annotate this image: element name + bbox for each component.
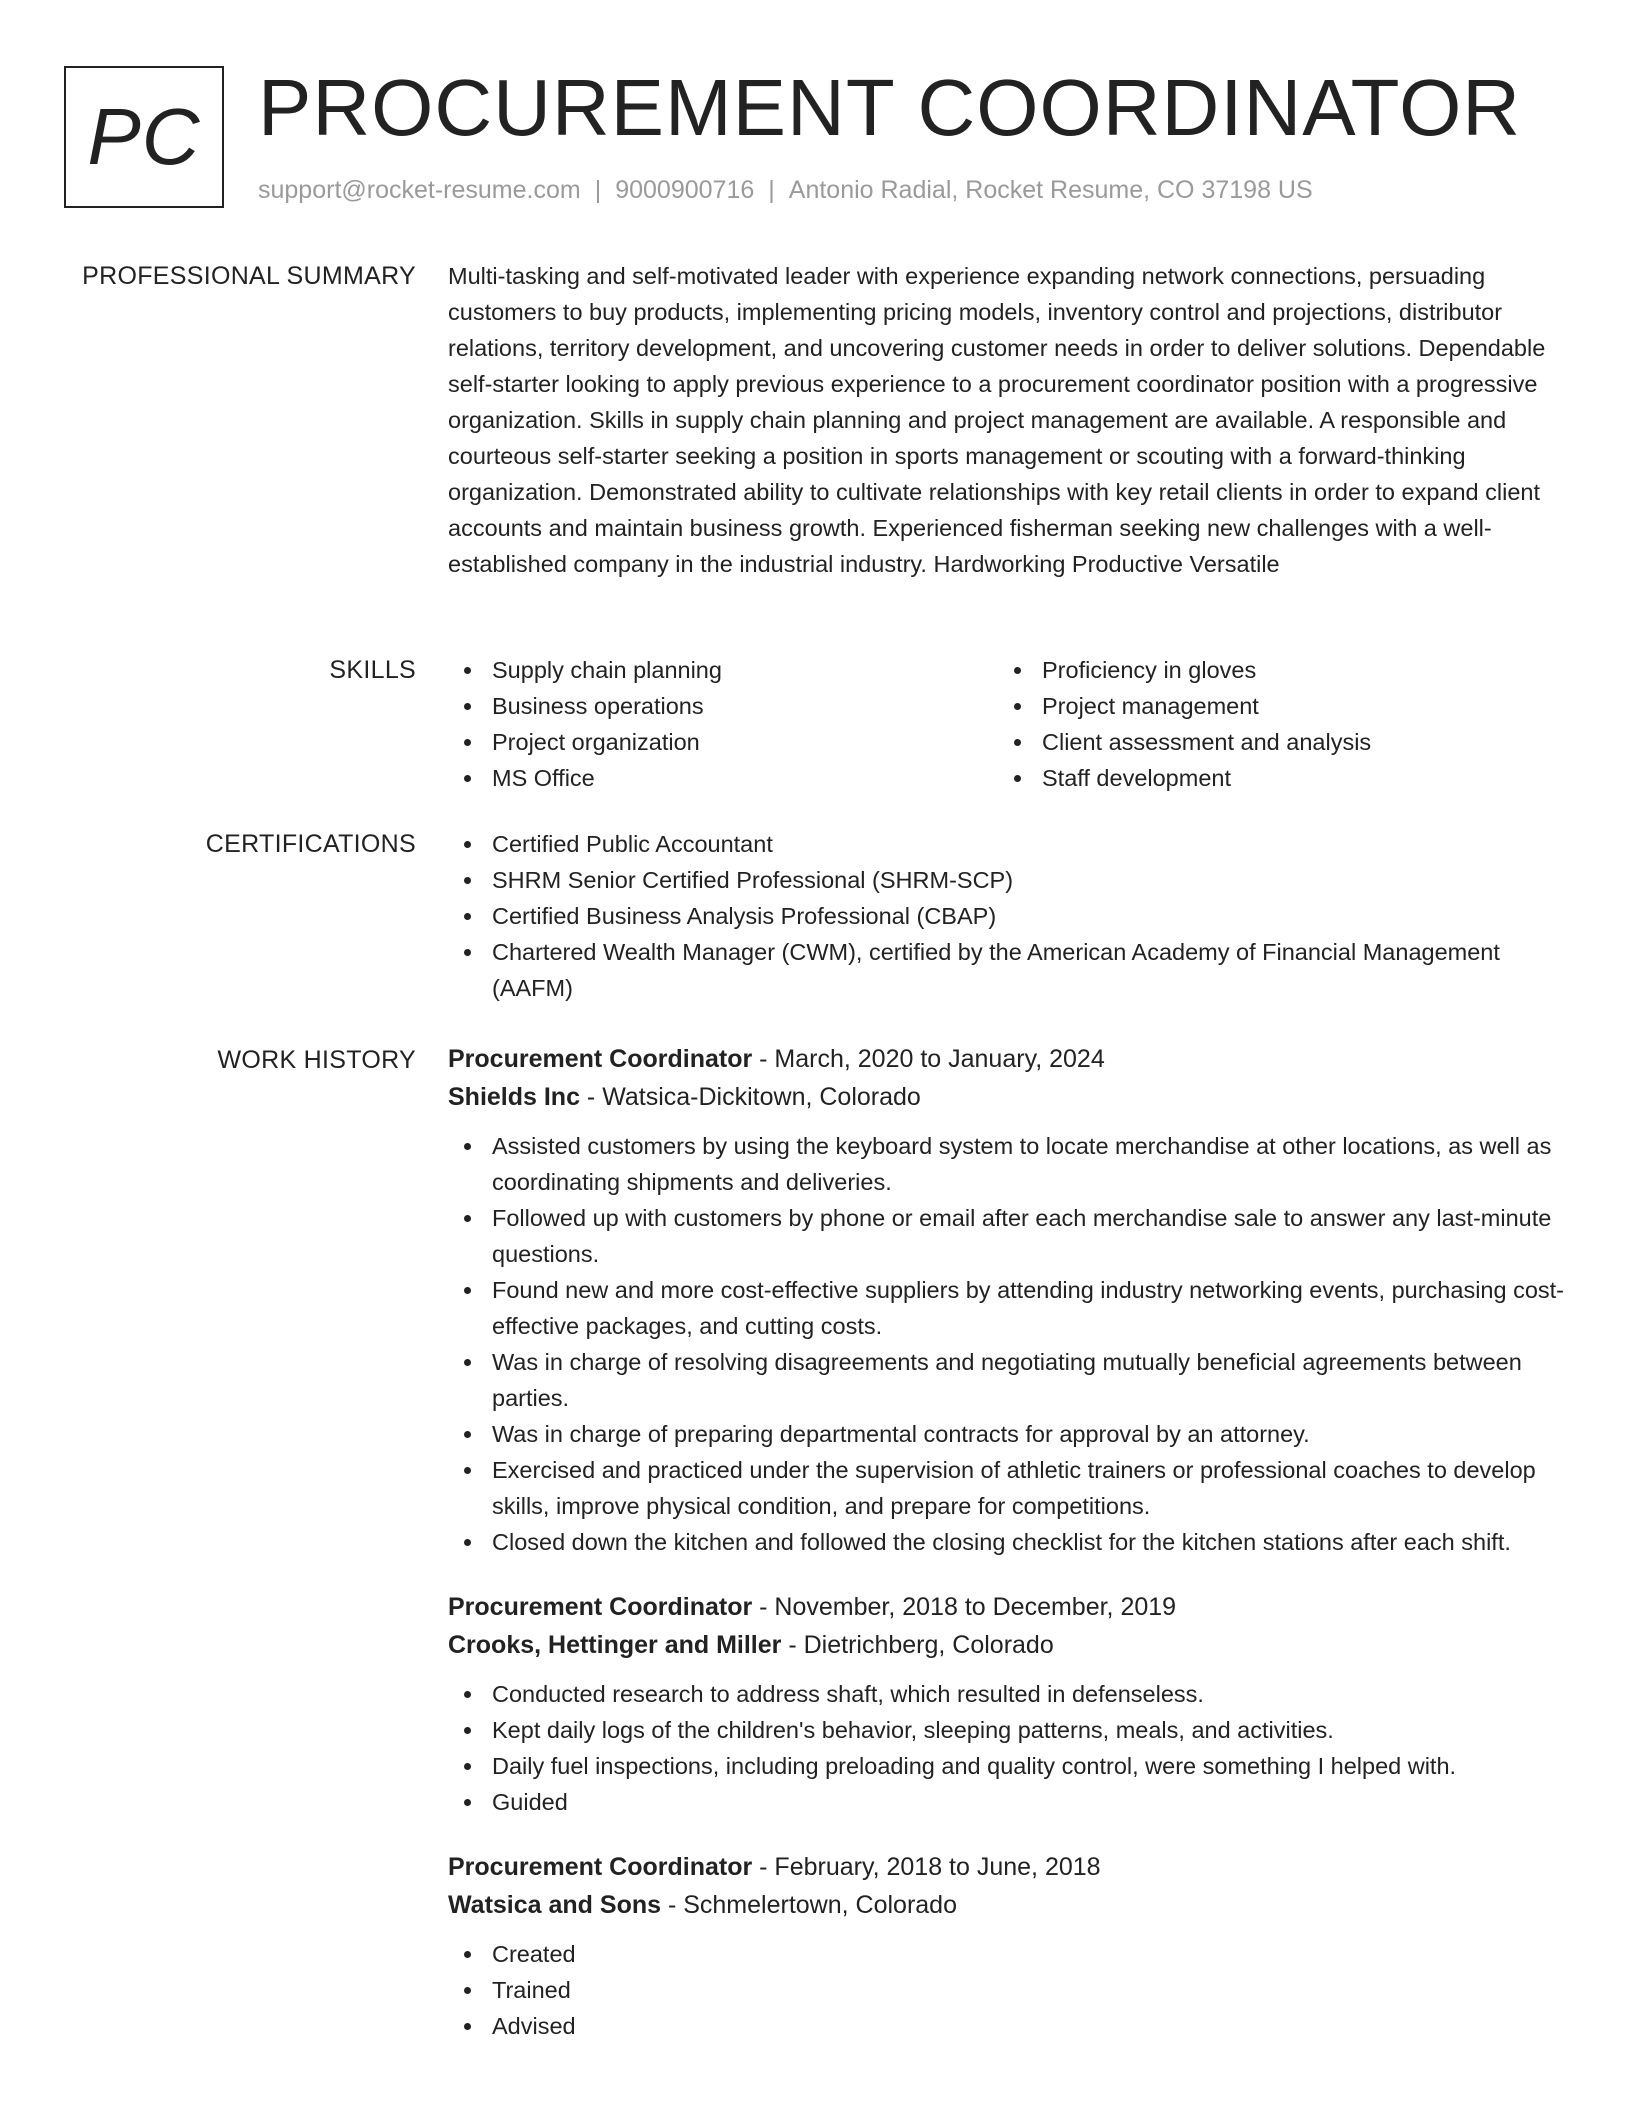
- list-item: Assisted customers by using the keyboard system to locate merchandise at other locations, as well as coordinating shipments and deliveries.: [448, 1128, 1572, 1200]
- section-heading-summary: PROFESSIONAL SUMMARY: [82, 262, 416, 290]
- list-item: Was in charge of preparing departmental contracts for approval by an attorney.: [448, 1416, 1572, 1452]
- job-bullets: [448, 1128, 1572, 1560]
- contact-separator: |: [594, 176, 602, 204]
- list-item: Business operations: [448, 688, 998, 724]
- job-dates: - March, 2020 to January, 2024: [752, 1045, 1105, 1073]
- job-company: Shields Inc: [448, 1083, 580, 1111]
- list-item: Advised: [448, 2008, 1572, 2044]
- list-item: Conducted research to address shaft, which resulted in defenseless.: [448, 1676, 1572, 1712]
- list-item: Client assessment and analysis: [998, 724, 1548, 760]
- contact-address: Antonio Radial, Rocket Resume, CO 37198 US: [788, 176, 1313, 204]
- section-heading-work-history: WORK HISTORY: [217, 1046, 416, 1074]
- job-heading: [448, 1040, 1572, 1078]
- job-heading: [448, 1588, 1572, 1626]
- job-bullets: [448, 1936, 1572, 2044]
- job-company-line: [448, 1626, 1572, 1664]
- job-location: - Watsica-Dickitown, Colorado: [579, 1083, 921, 1111]
- skills-list-right: [998, 652, 1548, 796]
- job-entry: [448, 1040, 1572, 1560]
- job-heading: [448, 1848, 1572, 1886]
- skills-columns: [448, 652, 1572, 796]
- job-company-line: [448, 1078, 1572, 1116]
- list-item: Found new and more cost-effective suppliers by attending industry networking events, purchasing cost-effective packages, and cutting costs.: [448, 1272, 1572, 1344]
- section-heading-skills: SKILLS: [329, 656, 416, 684]
- list-item: Certified Public Accountant: [448, 826, 1572, 862]
- job-dates: - November, 2018 to December, 2019: [752, 1593, 1177, 1621]
- job-company: Crooks, Hettinger and Miller: [448, 1631, 782, 1659]
- list-item: Closed down the kitchen and followed the closing checklist for the kitchen stations after each shift.: [448, 1524, 1572, 1560]
- job-entry: [448, 1848, 1572, 2044]
- list-item: Exercised and practiced under the supervision of athletic trainers or professional coaches to develop skills, improve physical condition, and prepare for competitions.: [448, 1452, 1572, 1524]
- certifications-body: [448, 826, 1572, 1006]
- list-item: Proficiency in gloves: [998, 652, 1548, 688]
- contact-email[interactable]: support@rocket-resume.com: [258, 176, 581, 204]
- list-item: MS Office: [448, 760, 998, 796]
- list-item: Daily fuel inspections, including preloading and quality control, were something I helped with.: [448, 1748, 1572, 1784]
- skills-list-left: [448, 652, 998, 796]
- contact-line: [258, 174, 1313, 206]
- resume-header: [64, 63, 1584, 208]
- list-item: Certified Business Analysis Professional (CBAP): [448, 898, 1572, 934]
- list-item: SHRM Senior Certified Professional (SHRM-SCP): [448, 862, 1572, 898]
- job-location: - Dietrichberg, Colorado: [781, 1631, 1054, 1659]
- summary-text: Multi-tasking and self-motivated leader with experience expanding network connections, persuading customers to buy products, implementing pricing models, inventory control and projections, distributor relations, territory development, and uncovering customer needs in order to deliver solutions. Dependable self-starter looking to apply previous experience to a procurement coordinator position with a progressive organization. Skills in supply chain planning and project management are available. A responsible and courteous self-starter seeking a position in sports management or scouting with a forward-thinking organization. Demonstrated ability to cultivate relationships with key retail clients in order to expand client accounts and maintain business growth. Experienced fisherman seeking new challenges with a well-established company in the industrial industry. Hardworking Productive Versatile: [448, 263, 1546, 577]
- list-item: Project management: [998, 688, 1548, 724]
- list-item: Created: [448, 1936, 1572, 1972]
- list-item: Was in charge of resolving disagreements and negotiating mutually beneficial agreements between parties.: [448, 1344, 1572, 1416]
- page-title: PROCUREMENT COORDINATOR: [258, 63, 1522, 152]
- list-item: Followed up with customers by phone or email after each merchandise sale to answer any last-minute questions.: [448, 1200, 1572, 1272]
- job-title: Procurement Coordinator: [448, 1853, 753, 1881]
- job-title: Procurement Coordinator: [448, 1593, 753, 1621]
- list-item: Kept daily logs of the children's behavior, sleeping patterns, meals, and activities.: [448, 1712, 1572, 1748]
- list-item: Trained: [448, 1972, 1572, 2008]
- job-location: - Schmelertown, Colorado: [661, 1891, 957, 1919]
- certifications-list: [448, 826, 1572, 1006]
- list-item: Chartered Wealth Manager (CWM), certified by the American Academy of Financial Management (AAFM): [448, 934, 1572, 1006]
- job-bullets: [448, 1676, 1572, 1820]
- monogram-logo: PC: [64, 66, 224, 208]
- list-item: Project organization: [448, 724, 998, 760]
- section-heading-certifications: CERTIFICATIONS: [205, 830, 416, 858]
- job-company: Watsica and Sons: [448, 1891, 662, 1919]
- job-entry: [448, 1588, 1572, 1820]
- list-item: Supply chain planning: [448, 652, 998, 688]
- job-title: Procurement Coordinator: [448, 1045, 753, 1073]
- list-item: Staff development: [998, 760, 1548, 796]
- list-item: Guided: [448, 1784, 1572, 1820]
- work-history-body: [448, 1040, 1572, 2072]
- contact-phone[interactable]: 9000900716: [615, 176, 755, 204]
- job-company-line: [448, 1886, 1572, 1924]
- contact-separator: |: [768, 176, 775, 204]
- job-dates: - February, 2018 to June, 2018: [752, 1853, 1101, 1881]
